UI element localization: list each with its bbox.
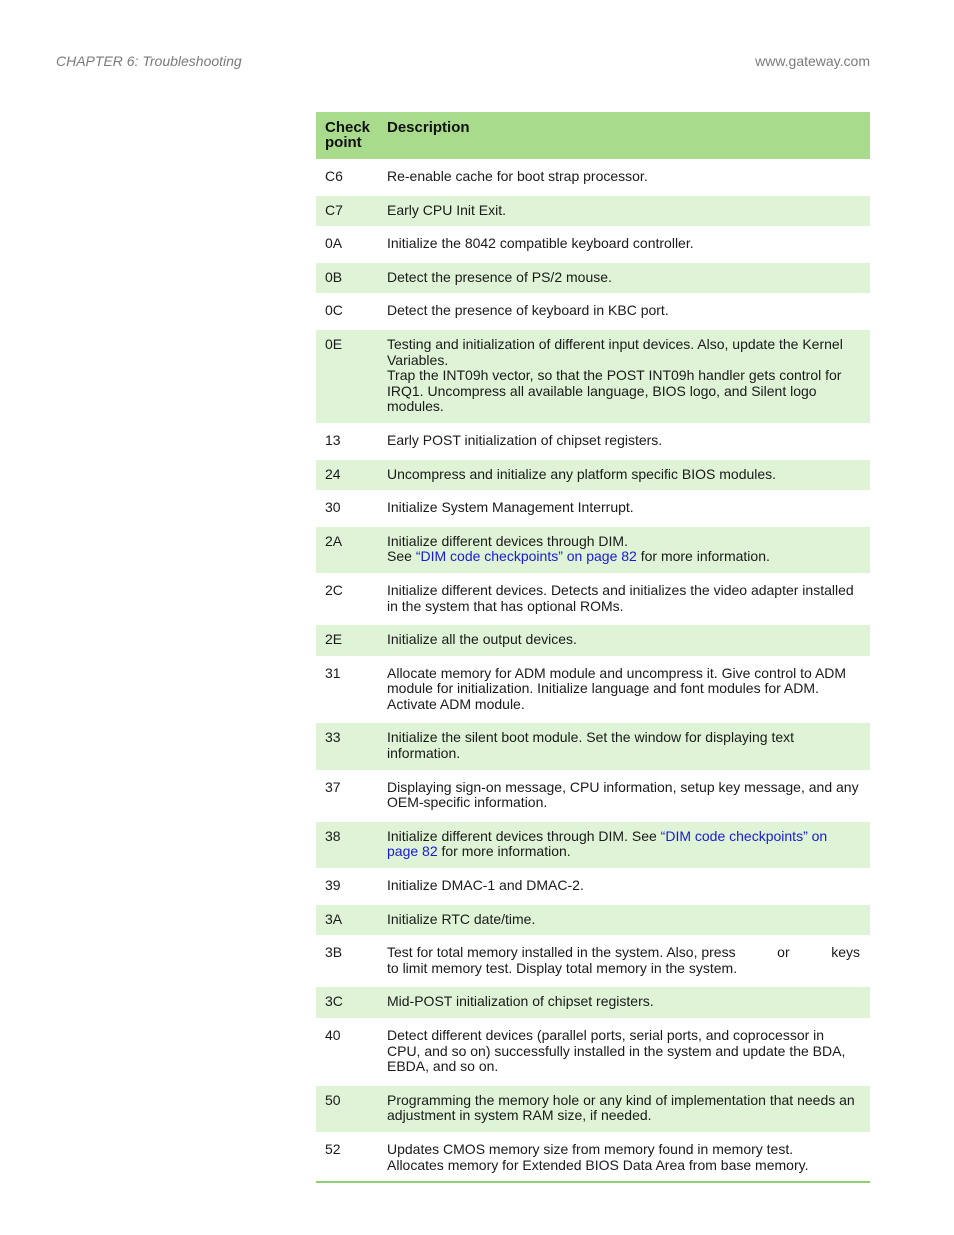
checkpoint-code: 0E <box>316 328 378 424</box>
table-row <box>316 657 870 722</box>
description-line: Detect the presence of keyboard in KBC port. <box>387 302 669 319</box>
checkpoint-code: 24 <box>316 458 378 492</box>
description-line: Initialize System Management Interrupt. <box>387 499 634 516</box>
checkpoint-description <box>378 657 870 722</box>
table-row <box>316 771 870 820</box>
checkpoint-code: C6 <box>316 161 378 195</box>
checkpoint-description <box>378 870 870 904</box>
description-line: Mid-POST initialization of chipset registers. <box>387 993 654 1010</box>
table-row <box>316 525 870 574</box>
checkpoint-code: C7 <box>316 194 378 228</box>
table-row <box>316 820 870 869</box>
description-line: Testing and initialization of different input devices. Also, update the Kernel Variables. <box>387 335 843 368</box>
checkpoint-description <box>378 525 870 574</box>
description-line: Trap the INT09h vector, so that the POST INT09h handler gets control for IRQ1. Uncompress all available language, BIOS logo, and Silent logo modules. <box>387 367 842 415</box>
checkpoint-description <box>378 1020 870 1085</box>
checkpoint-description <box>378 194 870 228</box>
table-row <box>316 424 870 458</box>
dim-checkpoints-link[interactable]: “DIM code checkpoints” on page 82 <box>387 827 828 860</box>
checkpoint-code: 50 <box>316 1084 378 1133</box>
checkpoint-description <box>378 228 870 262</box>
checkpoint-table <box>316 112 870 1183</box>
table-row <box>316 903 870 937</box>
description-line: Initialize the silent boot module. Set the window for displaying text information. <box>387 729 795 762</box>
checkpoint-description <box>378 820 870 869</box>
description-line: Initialize DMAC-1 and DMAC-2. <box>387 877 584 894</box>
checkpoint-code: 30 <box>316 492 378 526</box>
description-line: Allocates memory for Extended BIOS Data Area from base memory. <box>387 1156 809 1173</box>
checkpoint-description <box>378 624 870 658</box>
description-line: Early POST initialization of chipset registers. <box>387 431 663 448</box>
table-row <box>316 492 870 526</box>
checkpoint-code: 0A <box>316 228 378 262</box>
checkpoint-code: 3C <box>316 986 378 1020</box>
checkpoint-description <box>378 458 870 492</box>
checkpoint-code: 13 <box>316 424 378 458</box>
checkpoint-description <box>378 771 870 820</box>
description-text: See <box>387 548 416 565</box>
chapter-title: CHAPTER 6: Troubleshooting <box>56 53 242 69</box>
description-line <box>387 549 860 565</box>
checkpoint-description <box>378 903 870 937</box>
checkpoint-description <box>378 261 870 295</box>
dim-checkpoints-link[interactable]: “DIM code checkpoints” on page 82 <box>415 548 637 565</box>
description-line: Initialize RTC date/time. <box>387 910 536 927</box>
checkpoint-description <box>378 986 870 1020</box>
description-line: Initialize different devices. Detects and initializes the video adapter installed in the system that has optional ROMs. <box>387 581 854 614</box>
description-text: keys <box>831 944 860 961</box>
description-text: Test for total memory installed in the system. Also, press <box>387 944 736 961</box>
table-body <box>316 161 870 1183</box>
description-line: Programming the memory hole or any kind of implementation that needs an adjustment in system RAM size, if needed. <box>387 1091 855 1124</box>
description-line: Detect different devices (parallel ports, serial ports, and coprocessor in CPU, and so on) successfully installed in the system and update the BDA, EBDA, and so on. <box>387 1027 846 1075</box>
checkpoint-code: 0C <box>316 295 378 329</box>
description-line: Uncompress and initialize any platform specific BIOS modules. <box>387 465 777 482</box>
checkpoint-code: 39 <box>316 870 378 904</box>
description-text: or <box>777 944 790 961</box>
description-line: Detect the presence of PS/2 mouse. <box>387 268 612 285</box>
table-row <box>316 1084 870 1133</box>
checkpoint-code: 33 <box>316 722 378 771</box>
checkpoint-code: 3A <box>316 903 378 937</box>
description-line: Displaying sign-on message, CPU information, setup key message, and any OEM-specific information. <box>387 778 859 811</box>
column-header-description: Description <box>378 112 870 161</box>
description-line <box>387 945 860 961</box>
table-row <box>316 458 870 492</box>
description-line: Updates CMOS memory size from memory found in memory test. <box>387 1140 794 1157</box>
table-header-row <box>316 112 870 161</box>
checkpoint-description <box>378 1084 870 1133</box>
description-line <box>387 829 860 860</box>
checkpoint-code: 3B <box>316 937 378 986</box>
description-line: to limit memory test. Display total memory in the system. <box>387 959 738 976</box>
checkpoint-code: 37 <box>316 771 378 820</box>
checkpoint-description <box>378 722 870 771</box>
checkpoint-code: 2C <box>316 574 378 623</box>
description-text: for more information. <box>636 548 770 565</box>
checkpoint-code: 52 <box>316 1133 378 1182</box>
checkpoint-description <box>378 295 870 329</box>
checkpoint-code: 2E <box>316 624 378 658</box>
checkpoint-code: 0B <box>316 261 378 295</box>
checkpoint-code: 31 <box>316 657 378 722</box>
description-line: Allocate memory for ADM module and uncompress it. Give control to ADM module for initialization. Initialize language and font modules for ADM. Activate ADM module. <box>387 664 847 712</box>
checkpoint-description <box>378 161 870 195</box>
table-row <box>316 722 870 771</box>
checkpoint-code: 2A <box>316 525 378 574</box>
table-row <box>316 1133 870 1182</box>
checkpoint-description <box>378 328 870 424</box>
table-row <box>316 986 870 1020</box>
table-row <box>316 1020 870 1085</box>
table-row <box>316 624 870 658</box>
description-text: Initialize different devices through DIM. See <box>387 827 661 844</box>
checkpoint-description <box>378 424 870 458</box>
description-line: Early CPU Init Exit. <box>387 201 507 218</box>
description-line: Re-enable cache for boot strap processor. <box>387 168 648 184</box>
column-header-checkpoint: Check point <box>316 112 378 161</box>
checkpoint-code: 40 <box>316 1020 378 1085</box>
checkpoint-description <box>378 1133 870 1182</box>
table-row <box>316 295 870 329</box>
table-row <box>316 937 870 986</box>
checkpoint-description <box>378 492 870 526</box>
table-row <box>316 328 870 424</box>
table-row <box>316 574 870 623</box>
table-row <box>316 228 870 262</box>
description-line: Initialize different devices through DIM. <box>387 532 628 549</box>
description-line: Initialize the 8042 compatible keyboard controller. <box>387 235 694 252</box>
checkpoint-code: 38 <box>316 820 378 869</box>
table-row <box>316 161 870 195</box>
description-line: Initialize all the output devices. <box>387 631 577 648</box>
checkpoint-description <box>378 574 870 623</box>
table-row <box>316 261 870 295</box>
checkpoint-description <box>378 937 870 986</box>
table-row <box>316 194 870 228</box>
description-text: for more information. <box>437 843 571 860</box>
table-row <box>316 870 870 904</box>
website-url[interactable]: www.gateway.com <box>755 53 870 69</box>
